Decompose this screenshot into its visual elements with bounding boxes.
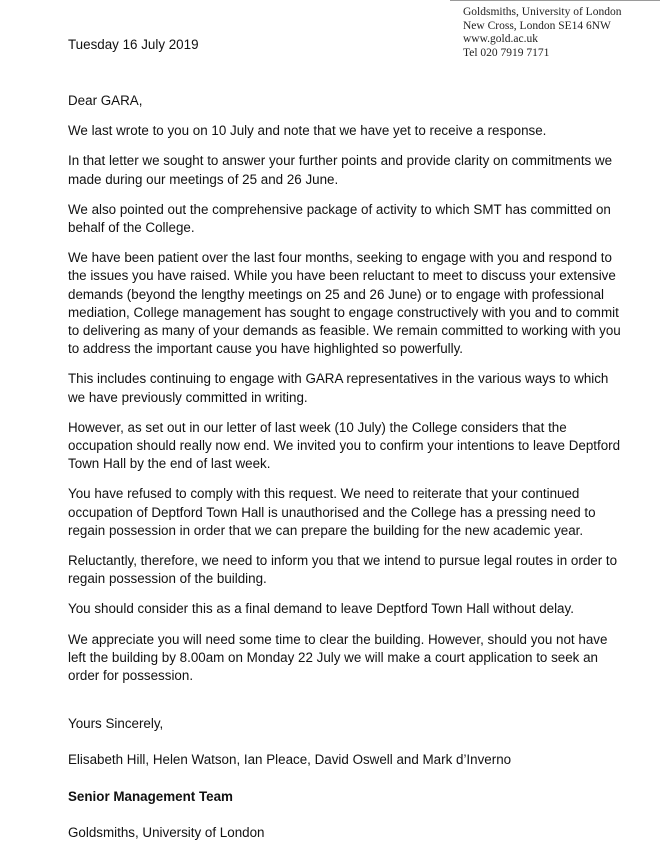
letter-body bbox=[68, 92, 628, 860]
signature-organisation: Goldsmiths, University of London bbox=[68, 824, 265, 840]
signature-team: Senior Management Team bbox=[68, 788, 233, 804]
letterhead-rule bbox=[450, 0, 660, 1]
letterhead-address bbox=[463, 6, 621, 60]
paragraph: We appreciate you will need some time to clear the building. However, should you not have left the building by 8.00am on Monday 22 July we will make a court application to seek an order for possession. bbox=[68, 631, 608, 684]
salutation: Dear GARA, bbox=[68, 93, 143, 108]
letterhead-line: Goldsmiths, University of London bbox=[463, 6, 622, 18]
letterhead-line: www.gold.ac.uk bbox=[463, 33, 538, 46]
signatories: Elisabeth Hill, Helen Watson, Ian Pleace, David Oswell and Mark d’Inverno bbox=[68, 752, 512, 768]
letterhead-line: New Cross, London SE14 6NW bbox=[463, 19, 611, 32]
paragraph: You should consider this as a final demand to leave Deptford Town Hall without delay. bbox=[68, 601, 574, 617]
paragraph: We also pointed out the comprehensive package of activity to which SMT has committed on behalf of the College. bbox=[68, 201, 611, 236]
paragraph: This includes continuing to engage with GARA representatives in the various ways to which we have previously committed in writing. bbox=[68, 371, 609, 405]
paragraph: However, as set out in our letter of last week (10 July) the College considers that the occupation should really now end. We invited you to confirm your intentions to leave Deptford Town Hall by the end of last week. bbox=[68, 419, 621, 472]
letter-date: Tuesday 16 July 2019 bbox=[68, 37, 199, 52]
paragraph: We have been patient over the last four months, seeking to engage with you and respond to the issues you have raised. While you have been reluctant to meet to discuss your extensive demands (beyond the lengthy meetings on 25 and 26 June) or to engage with professional mediation, College management has sought to engage constructively with you and to commit to delivering as many of your demands as feasible. We remain committed to working with you to address the important cause you have highlighted so powerfully. bbox=[68, 250, 621, 357]
paragraph: In that letter we sought to answer your further points and provide clarity on commitments we made during our meetings of 25 and 26 June. bbox=[68, 153, 613, 187]
paragraph: We last wrote to you on 10 July and note that we have yet to receive a response. bbox=[68, 123, 547, 139]
letter-closing bbox=[68, 715, 628, 842]
paragraph: Reluctantly, therefore, we need to inform you that we intend to pursue legal routes in order to regain possession of the building. bbox=[68, 553, 618, 587]
valediction: Yours Sincerely, bbox=[68, 716, 164, 732]
paragraph: You have refused to comply with this request. We need to reiterate that your continued occupation of Deptford Town Hall is unauthorised and the College has a pressing need to regain possession in order that we can prepare the building for the new academic year. bbox=[68, 486, 596, 538]
letterhead-line: Tel 020 7919 7171 bbox=[463, 46, 550, 59]
